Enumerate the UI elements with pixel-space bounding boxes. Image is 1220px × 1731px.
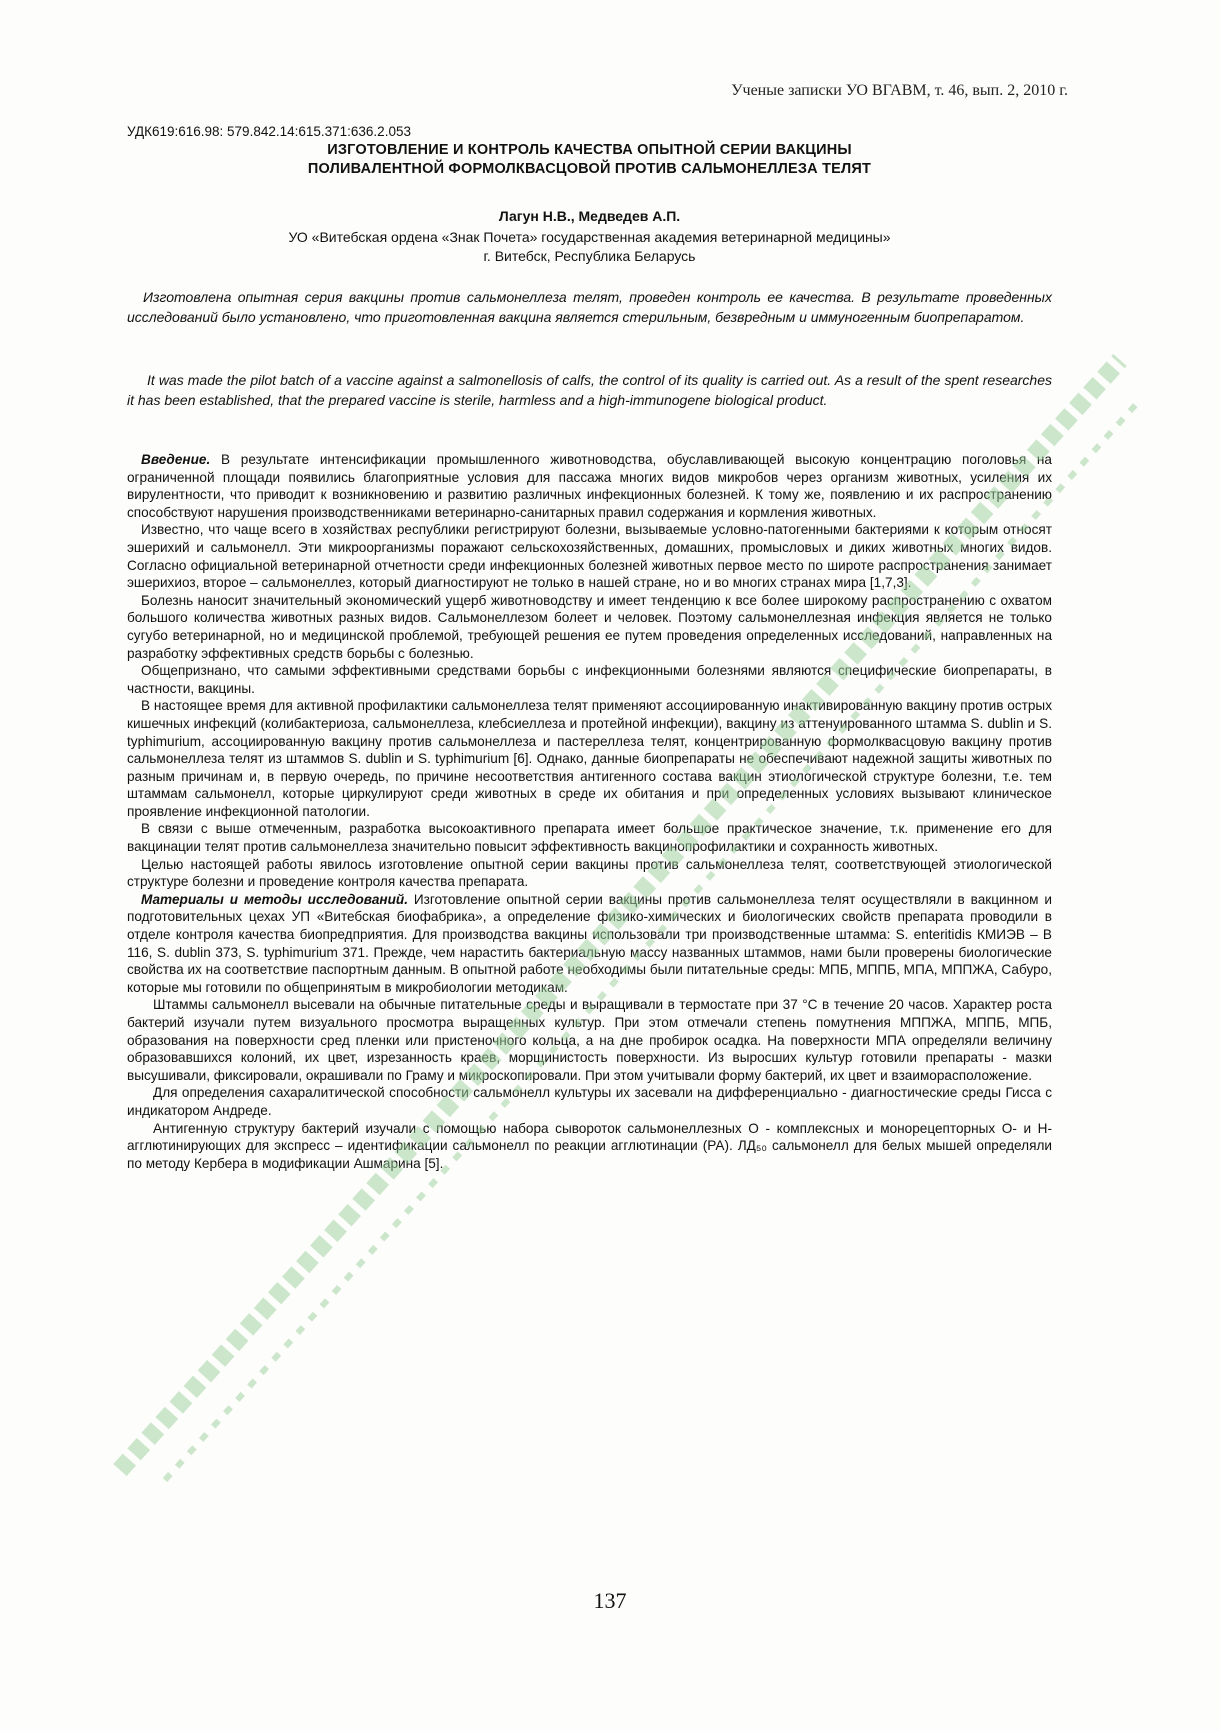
paragraph: Для определения сахаралитической способности сальмонелл культуры их засевали на дифференциально - диагностические среды Гисса с индикатором Андреде. bbox=[127, 1085, 1052, 1118]
paragraph-introduction bbox=[127, 451, 1052, 521]
affiliation-line-1: УО «Витебская ордена «Знак Почета» государственная академия ветеринарной медицины» bbox=[288, 229, 891, 245]
paragraph: В настоящее время для активной профилактики сальмонеллеза телят применяют ассоциированную инактивированную вакцину против острых кишечных инфекций (колибактериоза, сальмонеллеза, клебсиеллеза и протейной инфекции), вакцину из аттенуированного штамма S. dublin и S. typhimurium, ассоциированную вакцину против сальмонеллеза и пастереллеза телят, концентрированную формолквасцовую вакцину против сальмонеллеза телят из штаммов S. dublin и S. typhimurium [6]. Однако, данные биопрепараты не обеспечивают надежной защиты животных по разным причинам и, в первую очередь, по причине несоответствия антигенного состава вакцин этиологической структуре болезни, т.е. тем штаммам сальмонелл, которые циркулируют среди животных в среде их обитания и при определенных условиях вызывают клиническое проявление инфекционной патологии. bbox=[127, 698, 1052, 819]
section-heading-introduction: Введение. bbox=[141, 452, 211, 467]
title-line-2: ПОЛИВАЛЕНТНОЙ ФОРМОЛКВАСЦОВОЙ ПРОТИВ САЛЬМОНЕЛЛЕЗА ТЕЛЯТ bbox=[307, 161, 872, 177]
paragraph: Целью настоящей работы явилось изготовление опытной серии вакцины против сальмонеллеза телят, соответствующей этиологической структуре болезни и проведение контроля качества препарата. bbox=[127, 856, 1052, 890]
paragraph: Общепризнано, что самыми эффективными средствами борьбы с инфекционными болезнями являются специфические биопрепараты, в частности, вакцины. bbox=[127, 663, 1052, 696]
article-body bbox=[127, 451, 1052, 1172]
paragraph: Антигенную структуру бактерий изучали с помощью набора сывороток сальмонеллезных О - комплексных и монорецепторных О- и Н- агглютинирующих для экспресс – идентификации сальмонелл по реакции агглютинации (РА). ЛД₅₀ сальмонелл для белых мышей определяли по методу Кербера в модификации Ашмарина [5]. bbox=[127, 1120, 1052, 1171]
paragraph: Болезнь наносит значительный экономический ущерб животноводству и имеет тенденцию к все более широкому распространению с охватом большого количества животных разных видов. Сальмонеллезом болеет и человек. Поэтому сальмонеллезная инфекция является не только сугубо ветеринарной, но и медицинской проблемой, требующей решения ее путем проведения определенных исследований, направленных на разработку эффективных средств борьбы с болезнью. bbox=[127, 592, 1052, 661]
article-title bbox=[127, 141, 1052, 179]
udk-code: УДК619:616.98: 579.842.14:615.371:636.2.053 bbox=[127, 124, 411, 139]
paragraph-methods bbox=[127, 891, 1052, 997]
title-line-1: ИЗГОТОВЛЕНИЕ И КОНТРОЛЬ КАЧЕСТВА ОПЫТНОЙ СЕРИИ ВАКЦИНЫ bbox=[327, 142, 852, 158]
section-heading-methods: Материалы и методы исследований. bbox=[141, 891, 408, 907]
page-number: 137 bbox=[593, 1588, 627, 1613]
paragraph-text: Изготовление опытной серии вакцины против сальмонеллеза телят осуществляли в вакцинном и подготовительных цехах УП «Витебская биофабрика», а определение физико-химических и биологических свойств препарата проводили в отделе контроля качества биопредприятия. Для производства вакцины использовали три производственные штамма: S. enteritidis КМИЭВ – В 116, S. dublin 373, S. typhimurium 371. Прежде, чем нарастить бактериальную массу названных штаммов, нами были проверены биологические свойства их на соответствие паспортным данным. В опытной работе необходимы были питательные среды: МПБ, МППБ, МПА, МППЖА, Сабуро, которые мы готовили по общепринятым в микробиологии методикам. bbox=[127, 891, 1052, 995]
paragraph: Известно, что чаще всего в хозяйствах республики регистрируют болезни, вызываемые условно-патогенными бактериями к которым относят эшерихий и сальмонелл. Эти микроорганизмы поражают сельскохозяйственных, домашних, промысловых и диких животных многих видов. Согласно официальной ветеринарной отчетности среди инфекционных болезней животных первое место по широте распространения занимает эшерихиоз, второе – сальмонеллез, который диагностируют не только в нашей стране, но и во многих странах мира [1,7,3]. bbox=[127, 522, 1052, 591]
paragraph-text: В результате интенсификации промышленного животноводства, обуславливающей высокую концентрацию поголовья на ограниченной площади появились благоприятные условия для пассажа многих видов микробов через организм животных, усиления их вирулентности, что приводит к возникновению и развитию различных инфекционных болезней. К тому же, появлению и их распространению способствуют нарушения производственниками ветеринарно-санитарных правил содержания и кормления животных. bbox=[127, 452, 1052, 520]
abstract-russian: Изготовлена опытная серия вакцины против сальмонеллеза телят, проведен контроль ее качества. В результате проведенных исследований было установлено, что приготовленная вакцина является стерильным, безвредным и иммуногенным биопрепаратом. bbox=[127, 289, 1052, 325]
abstract-english: It was made the pilot batch of a vaccine against a salmonellosis of calfs, the control of its quality is carried out. As a result of the spent researches it has been established, that the prepared vaccine is sterile, harmless and a high-immunogene biological product. bbox=[127, 372, 1052, 408]
authors: Лагун Н.В., Медведев А.П. bbox=[498, 208, 681, 224]
paragraph: Штаммы сальмонелл высевали на обычные питательные среды и выращивали в термостате при 37 °С в течение 20 часов. Характер роста бактерий изучали путем визуального просмотра выращенных культур. При этом отмечали степень помутнения МППЖА, МППБ, МПБ, образования на поверхности сред пленки или пристеночного кольца, а на дне пробирок осадка. На поверхности МПА определяли величину образовавшихся колоний, их цвет, изрезанность краев, морщинистость поверхности. Из выросших культур готовили препараты - мазки высушивали, фиксировали, окрашивали по Граму и микроскопировали. При этом учитывали форму бактерий, их цвет и взаиморасположение. bbox=[127, 997, 1052, 1083]
running-header: Ученые записки УО ВГАВМ, т. 46, вып. 2, 2010 г. bbox=[731, 82, 1068, 99]
paragraph: В связи с выше отмеченным, разработка высокоактивного препарата имеет большое практическое значение, т.к. применение его для вакцинации телят против сальмонеллеза значительно повысит эффективность вакцинопрофилактики и сохранность животных. bbox=[127, 821, 1052, 855]
affiliation-line-2: г. Витебск, Республика Беларусь bbox=[483, 248, 696, 264]
affiliation bbox=[127, 228, 1052, 266]
